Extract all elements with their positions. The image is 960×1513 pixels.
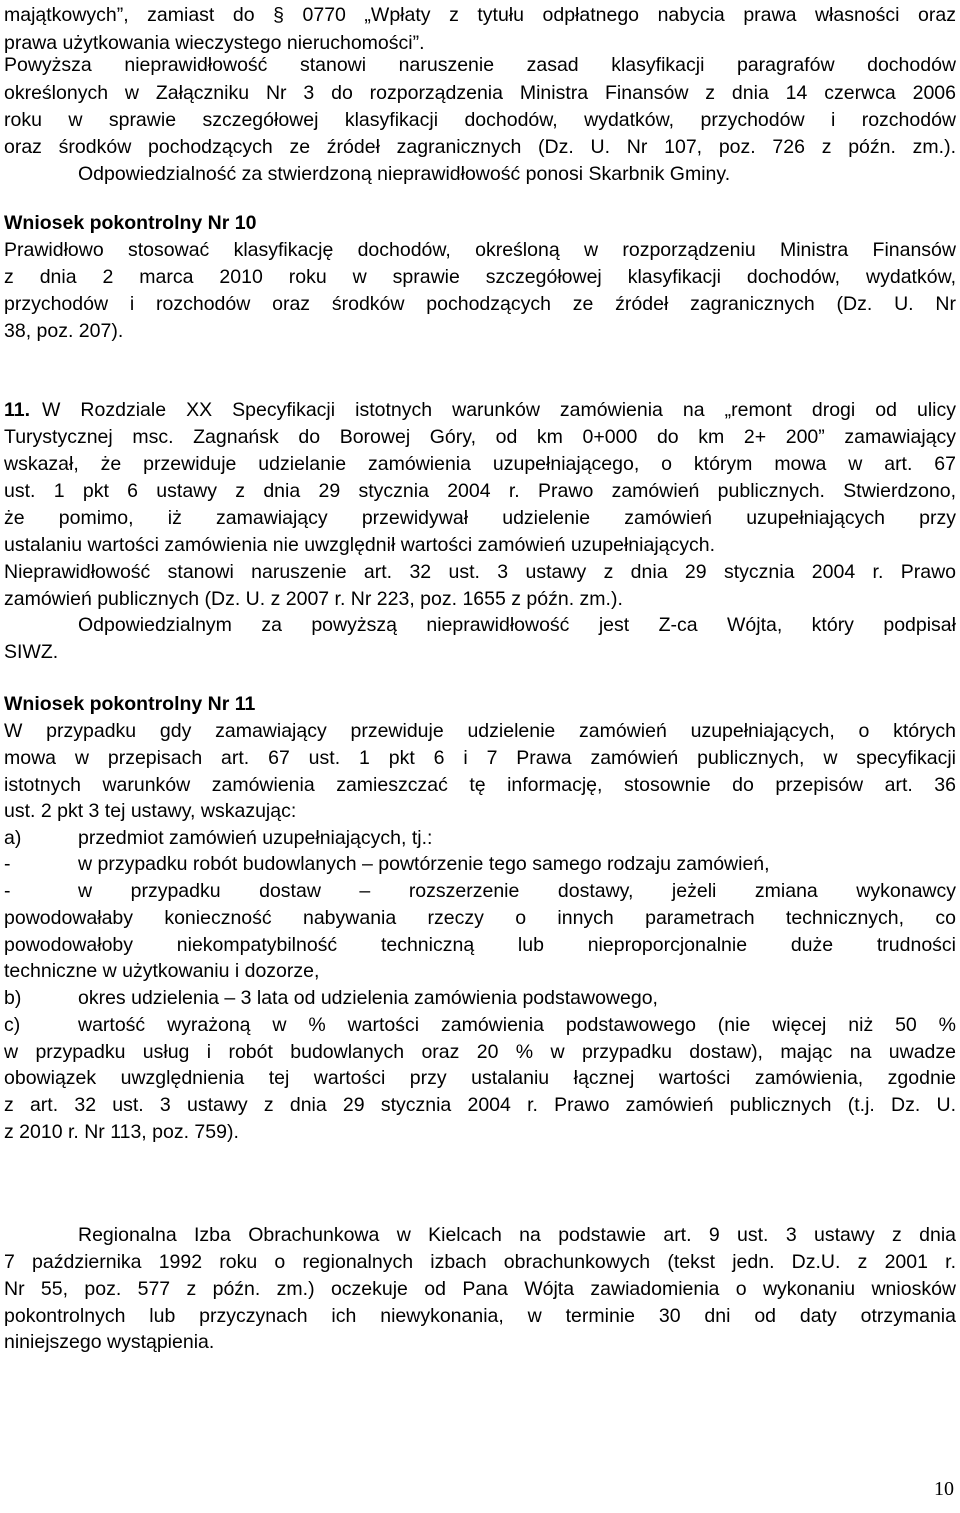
list-item-text: w przypadku dostaw – rozszerzenie dostawy, jeżeli zmiana wykonawcy [78,880,956,902]
list-label: - [4,853,11,875]
list-label: - [4,880,11,902]
list-label: a) [4,827,22,849]
text-line: obowiązek uwzględnienia tej wartości przy ustalaniu łącznej wartości zamówienia, zgodnie [4,1067,956,1089]
section-heading: Wniosek pokontrolny Nr 10 [4,212,257,234]
list-item-text: wartość wyrażoną w % wartości zamówienia podstawowego (nie więcej niż 50 % [78,1014,956,1036]
text-line: zamówień publicznych (Dz. U. z 2007 r. Nr 223, poz. 1655 z późn. zm.). [4,588,623,610]
text-line: Nr 55, poz. 577 z późn. zm.) oczekuje od Pana Wójta zawiadomienia o wykonaniu wniosków [4,1278,956,1300]
text-line: oraz środków pochodzących ze źródeł zagranicznych (Dz. U. Nr 107, poz. 726 z późn. zm.). [4,136,956,158]
text-line: mowa w przepisach art. 67 ust. 1 pkt 6 i 7 Prawa zamówień publicznych, w specyfikacji [4,747,956,769]
text-line: techniczne w użytkowaniu i dozorze, [4,960,320,982]
list-item-text: okres udzielenia – 3 lata od udzielenia zamówienia podstawowego, [78,987,658,1009]
text-line: pokontrolnych lub przyczynach ich niewykonania, w terminie 30 dni od daty otrzymania [4,1305,956,1327]
text-line: W Rozdziale XX Specyfikacji istotnych warunków zamówienia na „remont drogi od ulicy [42,399,956,421]
text-line: 7 października 1992 roku o regionalnych izbach obrachunkowych (tekst jedn. Dz.U. z 2001 r. [4,1251,956,1273]
text-line: Nieprawidłowość stanowi naruszenie art. 32 ust. 3 ustawy z dnia 29 stycznia 2004 r. Prawo [4,561,956,583]
list-item-text: przedmiot zamówień uzupełniających, tj.: [78,827,433,849]
text-line: powodowałoby niekompatybilność techniczną lub nieproporcjonalnie duże trudności [4,934,956,956]
text-line: wskazał, że przewiduje udzielanie zamówienia uzupełniającego, o którym mowa w art. 67 [4,453,956,475]
item-number: 11. [4,399,31,421]
text-line: z art. 32 ust. 3 ustawy z dnia 29 stycznia 2004 r. Prawo zamówień publicznych (t.j. Dz. U. [4,1094,956,1116]
text-line: istotnych warunków zamówienia zamieszczać tę informację, stosownie do przepisów art. 36 [4,774,956,796]
list-item-text: w przypadku robót budowlanych – powtórzenie tego samego rodzaju zamówień, [78,853,770,875]
text-line: Prawidłowo stosować klasyfikację dochodów, określoną w rozporządzeniu Ministra Finansów [4,239,956,261]
text-line: że pomimo, iż zamawiający przewidywał udzielenie zamówień uzupełniających przy [4,507,956,529]
text-line: roku w sprawie szczegółowej klasyfikacji dochodów, wydatków, przychodów i rozchodów [4,109,956,131]
text-line: w przypadku usług i robót budowlanych oraz 20 % w przypadku dostaw), mając na uwadze [4,1041,956,1063]
text-line: prawa użytkowania wieczystego nieruchomości”. [4,32,425,54]
text-line: niniejszego wystąpienia. [4,1331,215,1353]
section-heading: Wniosek pokontrolny Nr 11 [4,693,256,715]
text-line: Powyższa nieprawidłowość stanowi naruszenie zasad klasyfikacji paragrafów dochodów [4,54,956,76]
text-line: określonych w Załączniku Nr 3 do rozporządzenia Ministra Finansów z dnia 14 czerwca 2006 [4,82,956,104]
text-line: z dnia 2 marca 2010 roku w sprawie szczegółowej klasyfikacji dochodów, wydatków, [4,266,956,288]
list-label: c) [4,1014,21,1036]
list-label: b) [4,987,22,1009]
text-line: W przypadku gdy zamawiający przewiduje udzielenie zamówień uzupełniających, o których [4,720,956,742]
text-line: ust. 1 pkt 6 ustawy z dnia 29 stycznia 2004 r. Prawo zamówień publicznych. Stwierdzono, [4,480,956,502]
text-line: powodowałaby konieczność nabywania rzeczy o innych parametrach technicznych, co [4,907,956,929]
text-line: Turystycznej msc. Zagnańsk do Borowej Góry, od km 0+000 do km 2+ 200” zamawiający [4,426,956,448]
text-line: przychodów i rozchodów oraz środków pochodzących ze źródeł zagranicznych (Dz. U. Nr [4,293,956,315]
text-line: Regionalna Izba Obrachunkowa w Kielcach na podstawie art. 9 ust. 3 ustawy z dnia [78,1224,956,1246]
page-number: 10 [934,1478,954,1500]
text-line: Odpowiedzialność za stwierdzoną nieprawidłowość ponosi Skarbnik Gminy. [78,163,731,185]
text-line: majątkowych”, zamiast do § 0770 „Wpłaty z tytułu odpłatnego nabycia prawa własności oraz [4,4,956,26]
text-line: SIWZ. [4,641,59,663]
text-line: 38, poz. 207). [4,320,124,342]
text-line: ust. 2 pkt 3 tej ustawy, wskazując: [4,800,297,822]
text-line: Odpowiedzialnym za powyższą nieprawidłowość jest Z-ca Wójta, który podpisał [78,614,956,636]
text-line: z 2010 r. Nr 113, poz. 759). [4,1121,239,1143]
text-line: ustalaniu wartości zamówienia nie uwzględnił wartości zamówień uzupełniających. [4,534,716,556]
